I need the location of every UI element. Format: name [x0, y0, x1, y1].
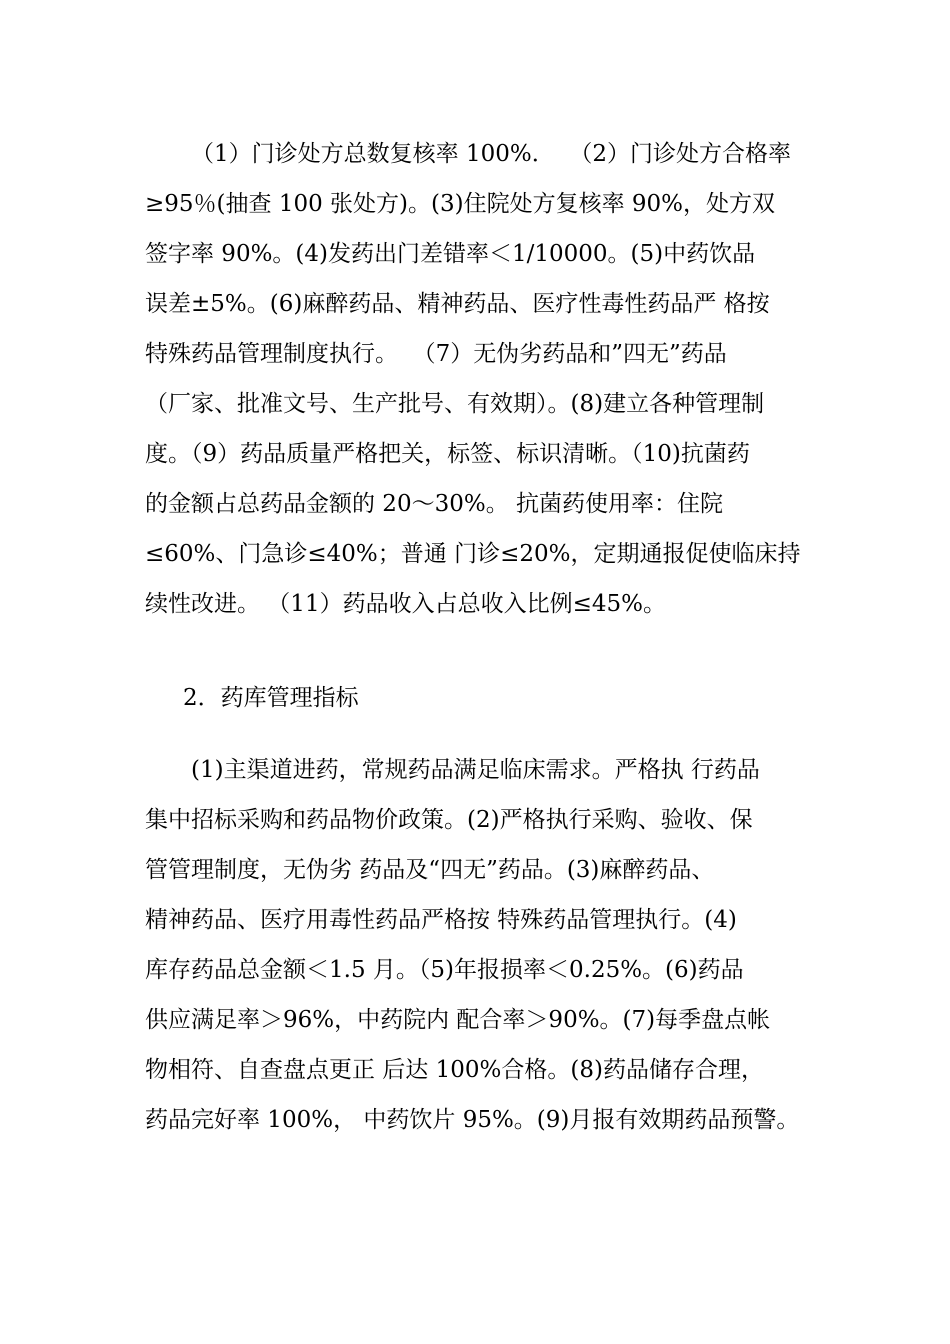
paragraph-line: 供应满足率＞96%，中药院内 配合率＞90%。(7)每季盘点帐: [145, 1007, 771, 1033]
paragraph-line: 物相符、自查盘点更正 后达 100%合格。(8)药品储存合理，: [145, 1057, 764, 1083]
paragraph-line: 集中招标采购和药品物价政策。(2)严格执行采购、验收、保: [145, 807, 753, 833]
paragraph-line: （1）门诊处方总数复核率 100%． （2）门诊处方合格率: [191, 141, 791, 167]
paragraph-warehouse-indicators: [145, 745, 820, 1145]
paragraph-line: 特殊药品管理制度执行。 （7）无伪劣药品和”四无”药品: [145, 341, 727, 367]
paragraph-line: 库存药品总金额＜1.5 月。（5)年报损率＜0.25%。(6)药品: [145, 957, 744, 983]
paragraph-line: 签字率 90%。(4)发药出门差错率＜1/10000。(5)中药饮品: [145, 241, 756, 267]
paragraph-line: ≤60%、门急诊≤40%；普通 门诊≤20%，定期通报促使临床持: [145, 541, 801, 567]
paragraph-line: （厂家、批准文号、生产批号、有效期）。(8)建立各种管理制: [145, 391, 765, 417]
paragraph-line: 药品完好率 100%， 中药饮片 95%。(9)月报有效期药品预警。: [145, 1107, 800, 1133]
document-body: [145, 129, 820, 1145]
paragraph-line: 的金额占总药品金额的 20～30%。 抗菌药使用率：住院: [145, 491, 724, 517]
paragraph-line: (1)主渠道进药，常规药品满足临床需求。严格执 行药品: [191, 757, 760, 783]
paragraph-line: 误差±5%。(6)麻醉药品、精神药品、医疗性毒性药品严 格按: [145, 291, 770, 317]
paragraph-line: 管管理制度，无伪劣 药品及“四无”药品。(3)麻醉药品、: [145, 857, 715, 883]
paragraph-prescription-indicators: [145, 129, 820, 629]
paragraph-line: 度。（9）药品质量严格把关，标签、标识清晰。（10)抗菌药: [145, 441, 750, 467]
paragraph-line: ≥95％(抽查 100 张处方)。(3)住院处方复核率 90%，处方双: [145, 191, 776, 217]
paragraph-line: 续性改进。 （11）药品收入占总收入比例≤45%。: [145, 591, 666, 617]
paragraph-line: 精神药品、医疗用毒性药品严格按 特殊药品管理执行。(4): [145, 907, 737, 933]
section-heading: 2．药库管理指标: [183, 685, 359, 711]
